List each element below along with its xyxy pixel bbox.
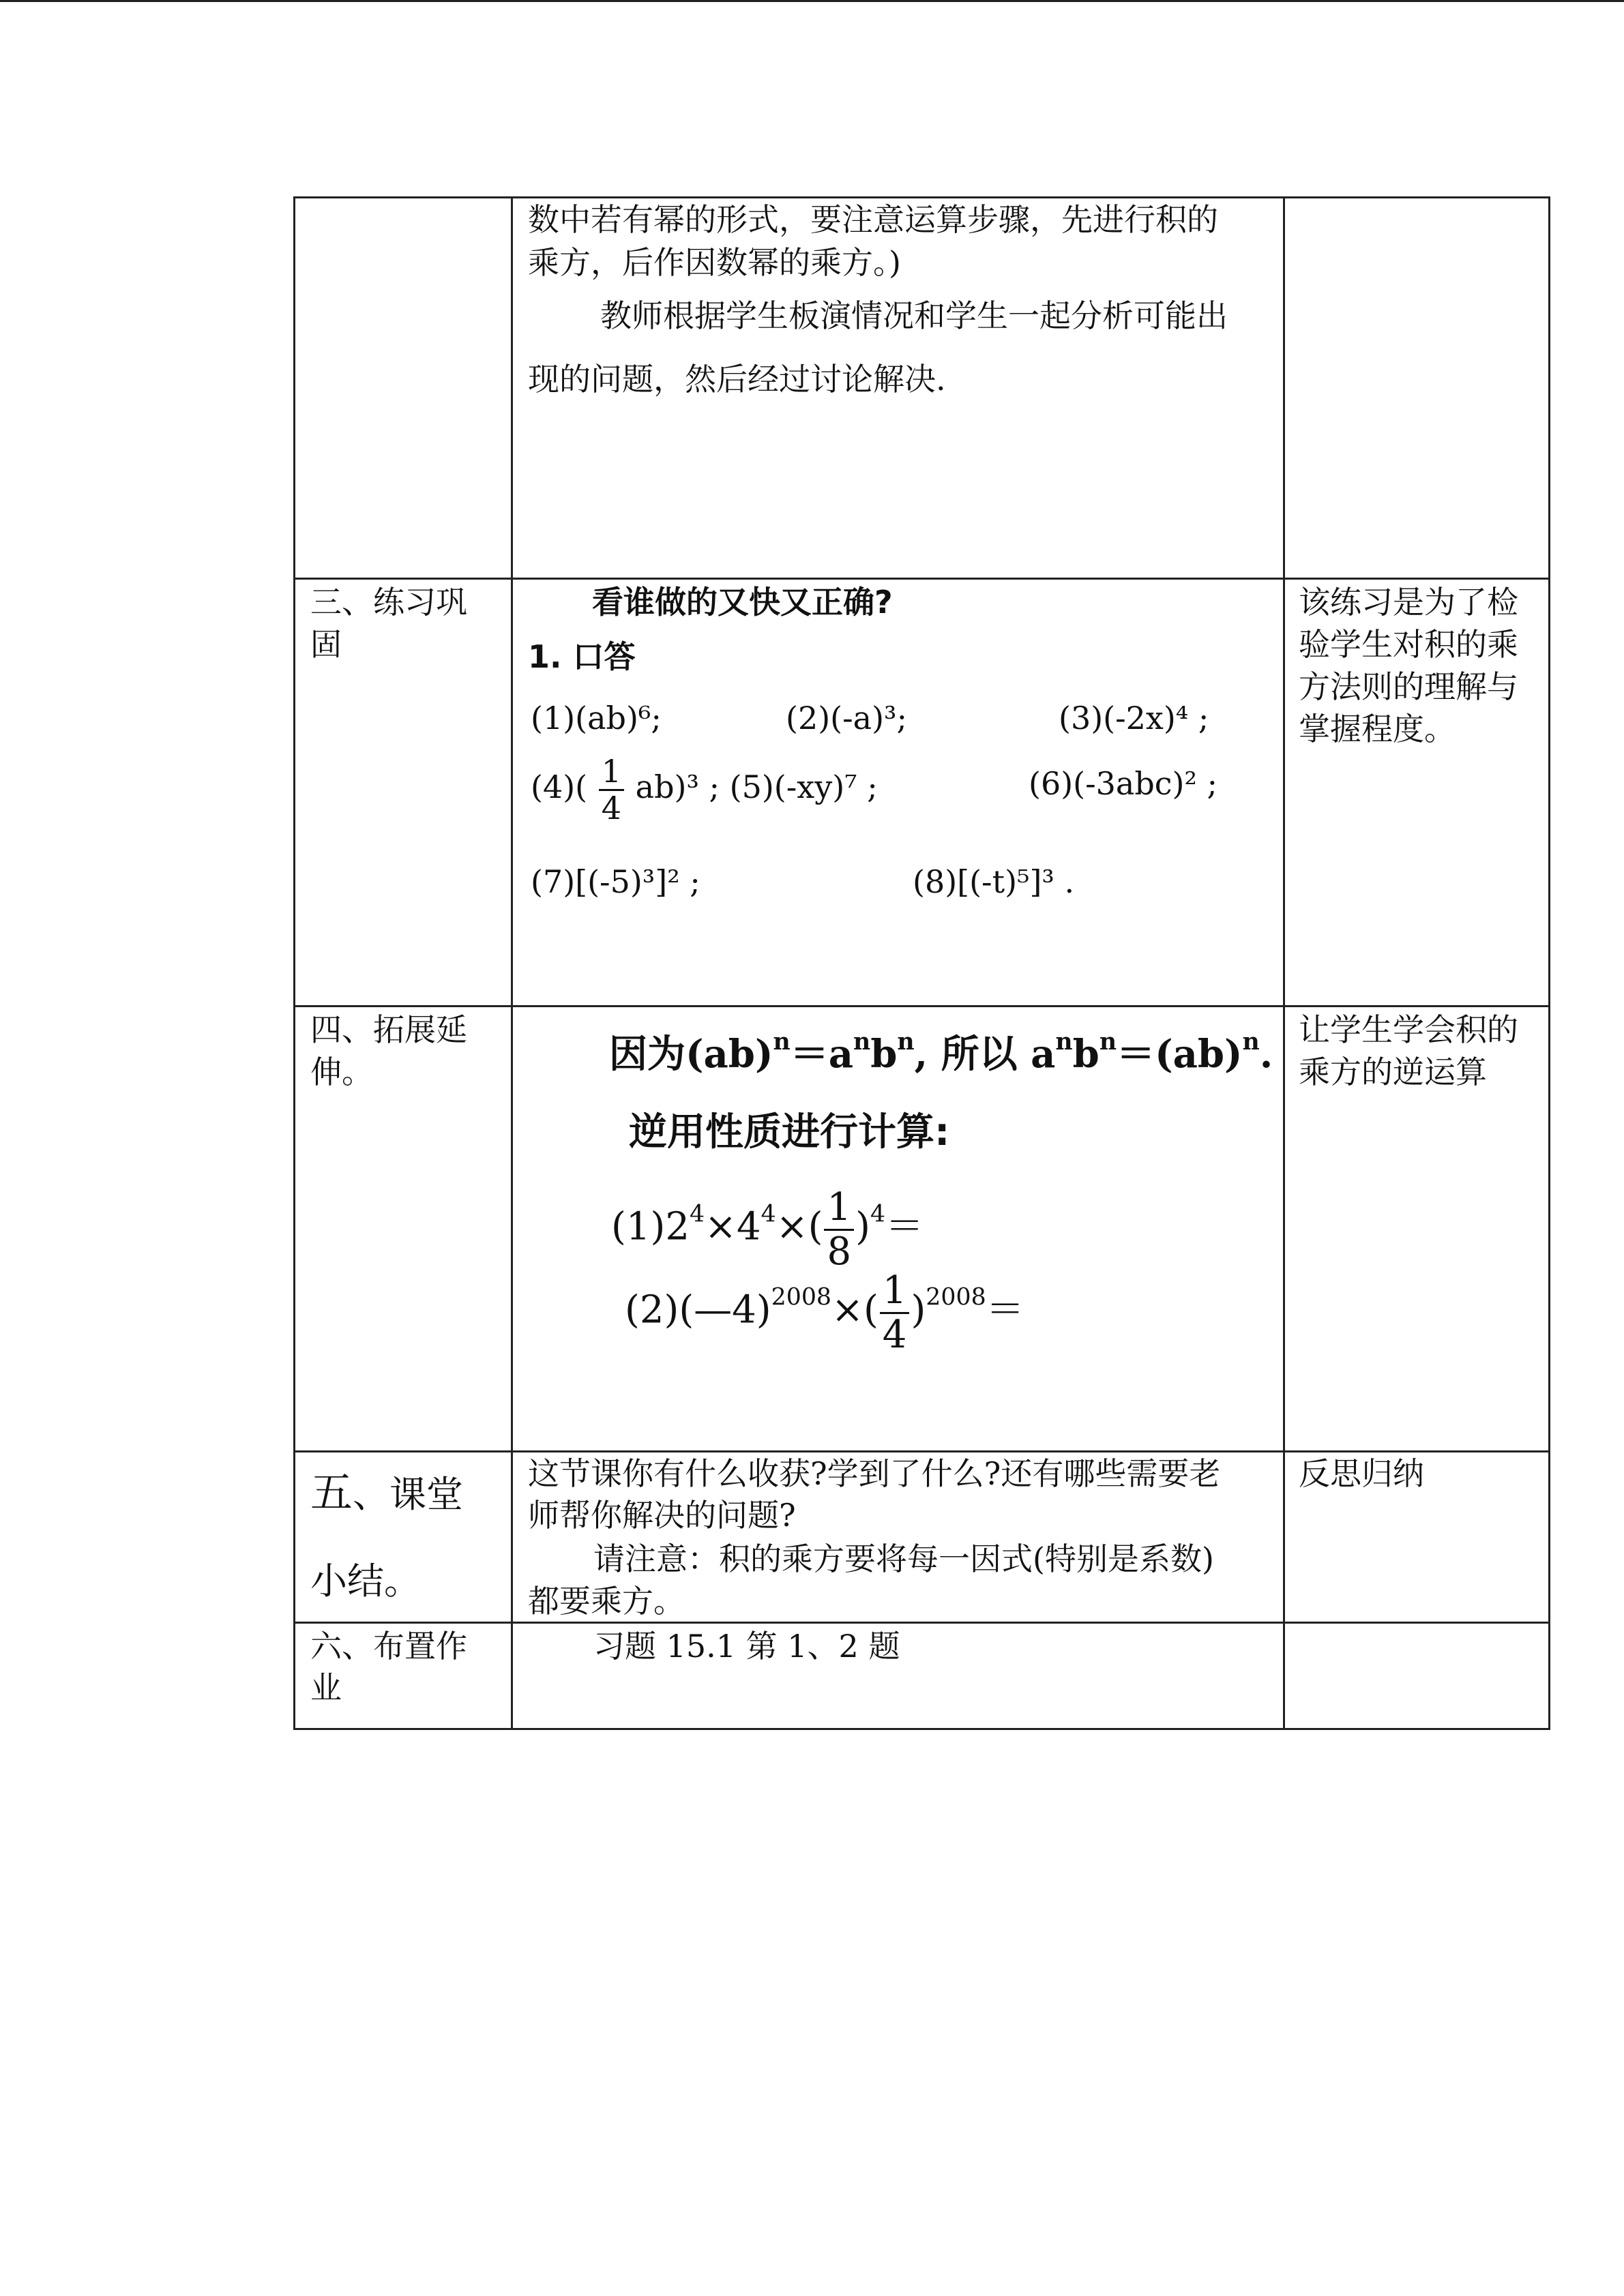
table-divider-2 (1283, 196, 1285, 1730)
row-divider-4 (293, 1622, 1550, 1624)
formula-part: b (870, 1032, 898, 1077)
page-top-border (0, 0, 1624, 2)
homework-assignment: 习题 15.1 第 1、2 题 (593, 1628, 900, 1665)
formula-part: ＝a (790, 1032, 853, 1077)
row2-label-line-1: 三、练习巩 (310, 584, 467, 621)
example-exponent: 2008 (926, 1283, 986, 1311)
example-exponent: 4 (870, 1200, 886, 1228)
row4-content-line-2: 师帮你解决的问题? (528, 1497, 796, 1534)
formula-exponent: n (897, 1027, 915, 1056)
example-part: ) (855, 1204, 870, 1249)
example-part: ＝ (885, 1204, 924, 1249)
exercise-1: (1)(ab)⁶; (531, 700, 662, 736)
row2-note-line-3: 方法则的理解与 (1299, 668, 1518, 705)
exercise-6: (6)(-3abc)² ; (1029, 765, 1218, 802)
fraction-numerator: 1 (824, 1187, 854, 1231)
exercise-2: (2)(-a)³; (786, 700, 907, 736)
formula-part: 因为(ab) (609, 1032, 773, 1077)
row4-label-rest: 、课堂 (353, 1473, 464, 1516)
row1-content-line-1: 数中若有幂的形式，要注意运算步骤，先进行积的 (528, 201, 1218, 238)
row2-label-line-2: 固 (310, 626, 342, 663)
row4-content-line-1: 这节课你有什么收获?学到了什么?还有哪些需要老 (528, 1455, 1221, 1492)
inverse-instruction: 逆用性质进行计算: (629, 1110, 950, 1154)
fraction-one-quarter (880, 1270, 910, 1356)
row4-note: 反思归纳 (1299, 1455, 1424, 1492)
row3-note-line-2: 乘方的逆运算 (1299, 1054, 1487, 1090)
example-part: (2)(—4) (625, 1287, 771, 1332)
formula-part: ＝(ab) (1117, 1032, 1243, 1077)
row1-content-line-2: 乘方，后作因数幂的乘方。) (528, 244, 901, 281)
exercise-4-5-suffix: ab)³ ; (5)(-xy)⁷ ; (635, 769, 878, 806)
row5-label-line-2: 业 (310, 1669, 342, 1706)
row3-label-line-1: 四、拓展延 (310, 1011, 467, 1048)
example-exponent: 4 (761, 1200, 776, 1228)
formula-part: b (1072, 1032, 1099, 1077)
row1-content-line-3: 教师根据学生板演情况和学生一起分析可能出 (600, 297, 1228, 334)
inverse-rule-formula (609, 1024, 1273, 1079)
formula-part: . (1259, 1032, 1273, 1077)
row3-label-line-2: 伸。 (310, 1054, 373, 1090)
exercise-3: (3)(-2x)⁴ ; (1059, 700, 1209, 736)
formula-exponent: n (1099, 1027, 1117, 1056)
inverse-example-2 (625, 1270, 1024, 1356)
exercise-7: (7)[(-5)³]² ; (531, 863, 700, 900)
table-border-right (1548, 196, 1550, 1730)
example-exponent: 4 (689, 1200, 705, 1228)
practice-heading: 看谁做的又快又正确? (592, 584, 893, 621)
fraction-denominator: 4 (601, 789, 622, 826)
table-border-left (293, 196, 295, 1730)
row5-label-line-1: 六、布置作 (310, 1628, 467, 1665)
row4-label-line-2: 小结。 (310, 1560, 421, 1602)
row3-note-line-1: 让学生学会积的 (1299, 1011, 1518, 1048)
formula-part: , 所以 a (914, 1032, 1056, 1077)
fraction-one-quarter (599, 754, 624, 825)
exercise-8: (8)[(-t)⁵]³ . (913, 863, 1075, 900)
example-part: ×( (831, 1287, 879, 1332)
row4-label-line-1 (310, 1467, 464, 1517)
example-part: (1)2 (611, 1204, 690, 1249)
row2-note-line-1: 该练习是为了检 (1299, 584, 1518, 621)
fraction-denominator: 4 (882, 1312, 907, 1357)
row-divider-2 (293, 1005, 1550, 1007)
example-part: ×( (776, 1204, 823, 1249)
example-part: ＝ (986, 1287, 1024, 1332)
row4-label-numeral: 五 (310, 1467, 353, 1517)
row4-content-line-4: 都要乘方。 (528, 1583, 685, 1620)
exercise-4-5 (531, 754, 878, 825)
row4-content-line-3: 请注意：积的乘方要将每一因式(特别是系数) (593, 1540, 1214, 1577)
fraction-denominator: 8 (827, 1229, 852, 1274)
formula-exponent: n (773, 1027, 791, 1056)
example-part: ) (911, 1287, 926, 1332)
formula-exponent: n (853, 1027, 871, 1056)
row2-note-line-4: 掌握程度。 (1299, 711, 1456, 747)
table-border-bottom (293, 1728, 1550, 1730)
row-divider-1 (293, 578, 1550, 580)
fraction-numerator: 1 (599, 754, 624, 791)
inverse-example-1 (611, 1187, 924, 1272)
practice-subheading: 1. 口答 (528, 638, 636, 675)
formula-exponent: n (1242, 1027, 1260, 1056)
exercise-4-prefix: (4)( (531, 769, 588, 806)
row1-content-line-4: 现的问题，然后经过讨论解决. (528, 361, 946, 398)
example-exponent: 2008 (771, 1283, 832, 1311)
row2-note-line-2: 验学生对积的乘 (1299, 626, 1518, 663)
example-part: ×4 (705, 1204, 761, 1249)
formula-exponent: n (1055, 1027, 1073, 1056)
fraction-numerator: 1 (880, 1270, 910, 1314)
table-divider-1 (511, 196, 513, 1730)
fraction-one-eighth (824, 1187, 854, 1272)
